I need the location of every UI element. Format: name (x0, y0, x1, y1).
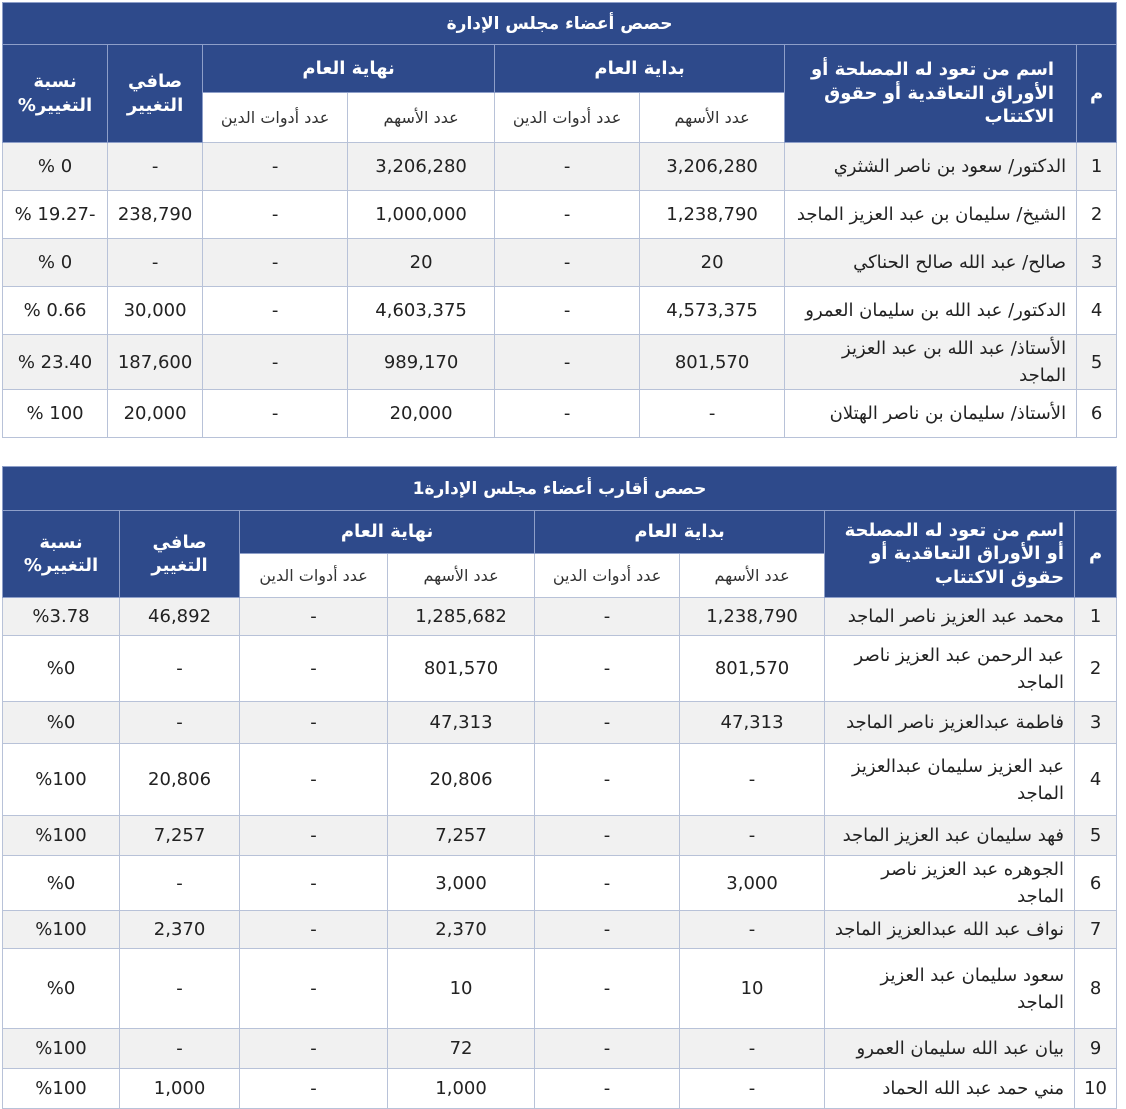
start-shares: - (680, 1069, 825, 1109)
end-shares: 3,206,280 (348, 143, 495, 191)
net-change: 238,790 (108, 191, 203, 239)
col-header-net-change: صافي التغيير (120, 511, 240, 598)
end-debt: - (240, 1069, 388, 1109)
start-debt: - (495, 390, 640, 438)
col-header-end-of-year: نهاية العام (240, 511, 535, 554)
change-percent: %0 (3, 636, 120, 702)
net-change: - (120, 1029, 240, 1069)
table-row (3, 287, 1117, 335)
change-percent: %100 (3, 816, 120, 856)
change-percent: %100 (3, 911, 120, 949)
change-percent: % 0 (3, 239, 108, 287)
table-row (3, 949, 1117, 1029)
row-number: 2 (1077, 191, 1117, 239)
start-debt: - (535, 598, 680, 636)
table-row (3, 636, 1117, 702)
row-number: 5 (1077, 335, 1117, 390)
start-shares: 47,313 (680, 702, 825, 744)
change-percent: % 19.27- (3, 191, 108, 239)
net-change: - (120, 636, 240, 702)
table-row (3, 191, 1117, 239)
col-header-start-debt: عدد أدوات الدين (535, 554, 680, 598)
start-debt: - (535, 911, 680, 949)
holder-name: سعود سليمان عبد العزيز الماجد (825, 949, 1075, 1029)
end-shares: 1,000,000 (348, 191, 495, 239)
start-shares: 10 (680, 949, 825, 1029)
change-percent: %100 (3, 1029, 120, 1069)
table-row (3, 390, 1117, 438)
start-debt: - (495, 239, 640, 287)
holder-name: الأستاذ/ عبد الله بن عبد العزيز الماجد (785, 335, 1077, 390)
start-debt: - (535, 1029, 680, 1069)
change-percent: %3.78 (3, 598, 120, 636)
table-row (3, 239, 1117, 287)
row-number: 3 (1077, 239, 1117, 287)
net-change: 2,370 (120, 911, 240, 949)
start-shares: - (680, 911, 825, 949)
change-percent: % 23.40 (3, 335, 108, 390)
holder-name: الأستاذ/ سليمان بن ناصر الهتلان (785, 390, 1077, 438)
row-number: 6 (1075, 856, 1117, 911)
change-percent: % 0 (3, 143, 108, 191)
end-shares: 10 (388, 949, 535, 1029)
holder-name: فهد سليمان عبد العزيز الماجد (825, 816, 1075, 856)
holder-name: الجوهره عبد العزيز ناصر الماجد (825, 856, 1075, 911)
end-shares: 20 (348, 239, 495, 287)
row-number: 4 (1077, 287, 1117, 335)
row-number: 4 (1075, 744, 1117, 816)
start-debt: - (535, 816, 680, 856)
start-shares: 3,206,280 (640, 143, 785, 191)
col-header-name: اسم من تعود له المصلحة أو الأوراق التعاقدية أو حقوق الاكتتاب (785, 45, 1077, 143)
end-shares: 20,000 (348, 390, 495, 438)
start-debt: - (495, 287, 640, 335)
end-shares: 801,570 (388, 636, 535, 702)
change-percent: % 100 (3, 390, 108, 438)
row-number: 3 (1075, 702, 1117, 744)
table-row (3, 856, 1117, 911)
holder-name: عبد الرحمن عبد العزيز ناصر الماجد (825, 636, 1075, 702)
end-debt: - (240, 702, 388, 744)
end-shares: 1,000 (388, 1069, 535, 1109)
col-header-end-shares: عدد الأسهم (348, 93, 495, 143)
start-shares: - (680, 1029, 825, 1069)
col-header-end-debt: عدد أدوات الدين (203, 93, 348, 143)
holder-name: صالح/ عبد الله صالح الحناكي (785, 239, 1077, 287)
table-row (3, 911, 1117, 949)
end-debt: - (240, 636, 388, 702)
holder-name: مني حمد عبد الله الحماد (825, 1069, 1075, 1109)
end-debt: - (240, 744, 388, 816)
col-header-end-of-year: نهاية العام (203, 45, 495, 93)
row-number: 8 (1075, 949, 1117, 1029)
col-header-name: اسم من تعود له المصلحة أو الأوراق التعاقدية أو حقوق الاكتتاب (825, 511, 1075, 598)
table-row (3, 143, 1117, 191)
col-header-end-debt: عدد أدوات الدين (240, 554, 388, 598)
end-shares: 1,285,682 (388, 598, 535, 636)
start-debt: - (535, 949, 680, 1029)
change-percent: %0 (3, 856, 120, 911)
start-shares: 4,573,375 (640, 287, 785, 335)
holder-name: فاطمة عبدالعزيز ناصر الماجد (825, 702, 1075, 744)
col-header-start-shares: عدد الأسهم (680, 554, 825, 598)
end-debt: - (203, 239, 348, 287)
holder-name: محمد عبد العزيز ناصر الماجد (825, 598, 1075, 636)
col-header-change-percent: نسبة التغيير% (3, 45, 108, 143)
row-number: 1 (1075, 598, 1117, 636)
net-change: - (120, 856, 240, 911)
table-row (3, 335, 1117, 390)
start-debt: - (535, 744, 680, 816)
start-shares: 1,238,790 (640, 191, 785, 239)
end-shares: 3,000 (388, 856, 535, 911)
holder-name: الدكتور/ سعود بن ناصر الشثري (785, 143, 1077, 191)
col-header-start-shares: عدد الأسهم (640, 93, 785, 143)
col-header-net-change: صافي التغيير (108, 45, 203, 143)
col-header-start-of-year: بداية العام (535, 511, 825, 554)
end-debt: - (203, 335, 348, 390)
start-debt: - (535, 702, 680, 744)
table-title: حصص أعضاء مجلس الإدارة (3, 3, 1117, 45)
net-change: 46,892 (120, 598, 240, 636)
net-change: - (108, 143, 203, 191)
net-change: 1,000 (120, 1069, 240, 1109)
row-number: 7 (1075, 911, 1117, 949)
col-header-start-of-year: بداية العام (495, 45, 785, 93)
net-change: 20,000 (108, 390, 203, 438)
table-row (3, 1029, 1117, 1069)
end-debt: - (240, 949, 388, 1029)
row-number: 6 (1077, 390, 1117, 438)
net-change: - (108, 239, 203, 287)
end-shares: 4,603,375 (348, 287, 495, 335)
end-shares: 7,257 (388, 816, 535, 856)
end-shares: 20,806 (388, 744, 535, 816)
holder-name: الشيخ/ سليمان بن عبد العزيز الماجد (785, 191, 1077, 239)
col-header-change-percent: نسبة التغيير% (3, 511, 120, 598)
end-debt: - (203, 390, 348, 438)
row-number: 9 (1075, 1029, 1117, 1069)
end-debt: - (240, 598, 388, 636)
end-debt: - (203, 287, 348, 335)
table-row (3, 1069, 1117, 1109)
row-number: 10 (1075, 1069, 1117, 1109)
table-title: حصص أقارب أعضاء مجلس الإدارة1 (3, 467, 1117, 511)
start-shares: 801,570 (680, 636, 825, 702)
holder-name: بيان عبد الله سليمان العمرو (825, 1029, 1075, 1069)
col-header-number: م (1077, 45, 1117, 143)
end-debt: - (203, 191, 348, 239)
start-shares: 801,570 (640, 335, 785, 390)
start-shares: - (680, 744, 825, 816)
net-change: 30,000 (108, 287, 203, 335)
end-shares: 47,313 (388, 702, 535, 744)
col-header-start-debt: عدد أدوات الدين (495, 93, 640, 143)
start-shares: 3,000 (680, 856, 825, 911)
change-percent: % 0.66 (3, 287, 108, 335)
start-debt: - (535, 1069, 680, 1109)
change-percent: %0 (3, 949, 120, 1029)
net-change: 7,257 (120, 816, 240, 856)
start-debt: - (535, 636, 680, 702)
change-percent: %100 (3, 1069, 120, 1109)
col-header-end-shares: عدد الأسهم (388, 554, 535, 598)
net-change: 187,600 (108, 335, 203, 390)
start-shares: 20 (640, 239, 785, 287)
change-percent: %0 (3, 702, 120, 744)
change-percent: %100 (3, 744, 120, 816)
start-shares: - (640, 390, 785, 438)
col-header-number: م (1075, 511, 1117, 598)
holder-name: نواف عبد الله عبدالعزيز الماجد (825, 911, 1075, 949)
net-change: - (120, 949, 240, 1029)
start-debt: - (495, 191, 640, 239)
holder-name: الدكتور/ عبد الله بن سليمان العمرو (785, 287, 1077, 335)
end-debt: - (240, 816, 388, 856)
net-change: 20,806 (120, 744, 240, 816)
row-number: 2 (1075, 636, 1117, 702)
start-debt: - (495, 143, 640, 191)
start-shares: 1,238,790 (680, 598, 825, 636)
end-shares: 72 (388, 1029, 535, 1069)
end-debt: - (240, 1029, 388, 1069)
board-members-shares-table (2, 2, 1117, 438)
start-shares: - (680, 816, 825, 856)
holder-name: عبد العزيز سليمان عبدالعزيز الماجد (825, 744, 1075, 816)
start-debt: - (495, 335, 640, 390)
end-debt: - (203, 143, 348, 191)
table-row (3, 598, 1117, 636)
net-change: - (120, 702, 240, 744)
row-number: 1 (1077, 143, 1117, 191)
start-debt: - (535, 856, 680, 911)
table-row (3, 702, 1117, 744)
row-number: 5 (1075, 816, 1117, 856)
end-shares: 989,170 (348, 335, 495, 390)
board-relatives-shares-table (2, 466, 1117, 1109)
end-debt: - (240, 856, 388, 911)
end-debt: - (240, 911, 388, 949)
table-row (3, 816, 1117, 856)
end-shares: 2,370 (388, 911, 535, 949)
table-row (3, 744, 1117, 816)
